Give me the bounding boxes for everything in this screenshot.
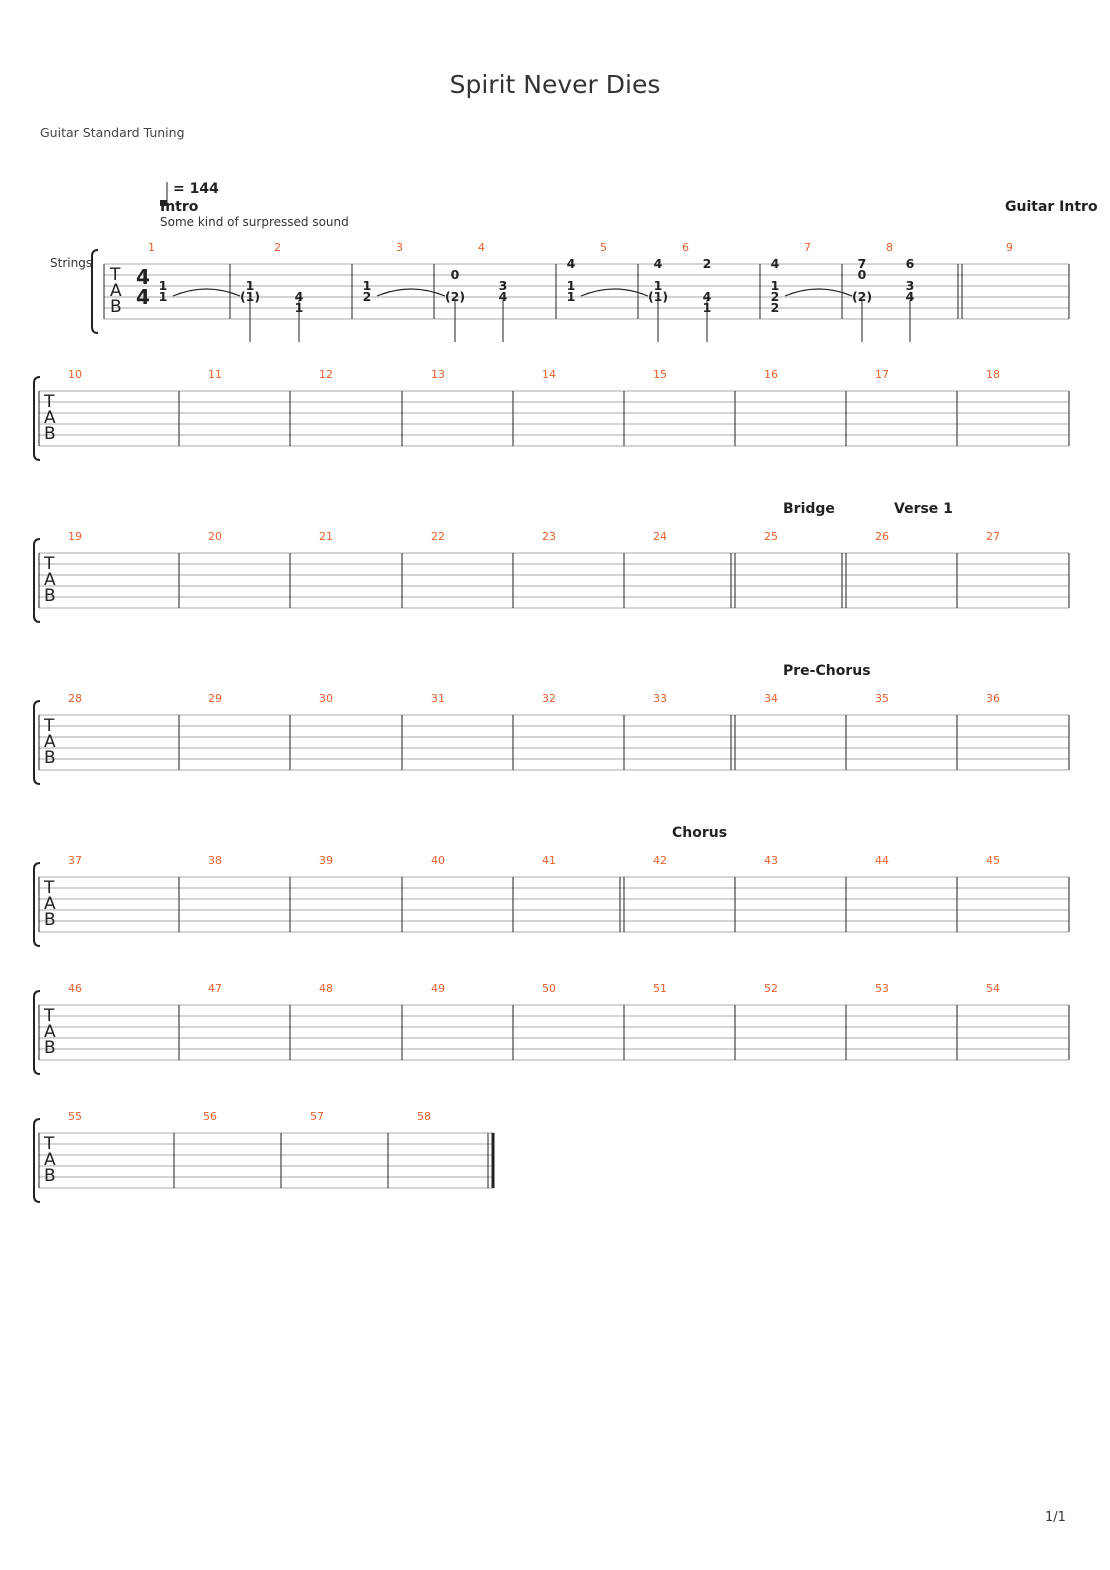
measure-number: 11 — [208, 368, 222, 381]
measure-number: 52 — [764, 982, 778, 995]
measure-number: 30 — [319, 692, 333, 705]
fret-number: 4 — [905, 289, 915, 304]
tab-clef-letter: B — [44, 424, 56, 444]
fret-number: 4 — [566, 256, 576, 271]
measure-number: 20 — [208, 530, 222, 543]
measure-number: 58 — [417, 1110, 431, 1123]
measure-number: 56 — [203, 1110, 217, 1123]
measure-number: 15 — [653, 368, 667, 381]
measure-number: 31 — [431, 692, 445, 705]
fret-number: 3 — [498, 278, 508, 293]
tempo-text: = 144 — [173, 181, 219, 197]
measure-number: 50 — [542, 982, 556, 995]
tab-clef-letter: A — [44, 1150, 56, 1170]
measure-number: 48 — [319, 982, 333, 995]
tab-clef-letter: A — [110, 281, 122, 301]
tab-clef-letter: A — [44, 894, 56, 914]
fret-number: 1 — [770, 278, 780, 293]
fret-number: 7 — [857, 256, 867, 271]
measure-number: 42 — [653, 854, 667, 867]
tab-clef-letter: B — [44, 910, 56, 930]
measure-number: 36 — [986, 692, 1000, 705]
fret-number: 2 — [770, 300, 780, 315]
time-signature-digit: 4 — [136, 265, 150, 289]
fret-number: 1 — [294, 300, 304, 315]
measure-number: 44 — [875, 854, 889, 867]
measure-number: 24 — [653, 530, 667, 543]
measure-number: 7 — [804, 241, 811, 254]
tab-system — [34, 1110, 494, 1202]
fret-number: 1 — [158, 289, 168, 304]
tab-clef-letter: T — [44, 716, 55, 736]
fret-number: (1) — [647, 289, 669, 304]
measure-number: 17 — [875, 368, 889, 381]
tab-system — [34, 530, 1069, 622]
measure-number: 49 — [431, 982, 445, 995]
tab-clef-letter: T — [44, 878, 55, 898]
measure-number: 1 — [148, 241, 155, 254]
measure-number: 18 — [986, 368, 1000, 381]
fret-number: 3 — [905, 278, 915, 293]
fret-number: (2) — [851, 289, 873, 304]
measure-number: 13 — [431, 368, 445, 381]
measure-number: 37 — [68, 854, 82, 867]
measure-number: 51 — [653, 982, 667, 995]
measure-number: 35 — [875, 692, 889, 705]
measure-number: 6 — [682, 241, 689, 254]
tab-system — [34, 854, 1069, 946]
measure-number: 9 — [1006, 241, 1013, 254]
tab-clef-letter: A — [44, 570, 56, 590]
tab-clef-letter: A — [44, 408, 56, 428]
fret-number: 2 — [702, 256, 712, 271]
fret-number: 1 — [566, 289, 576, 304]
measure-number: 32 — [542, 692, 556, 705]
fret-number: 0 — [857, 267, 867, 282]
tab-system — [34, 692, 1069, 784]
tie-arc — [377, 289, 445, 296]
track-name: Strings — [50, 256, 93, 270]
tab-clef-letter: B — [44, 748, 56, 768]
tab-system — [34, 982, 1069, 1074]
measure-number: 57 — [310, 1110, 324, 1123]
measure-number: 29 — [208, 692, 222, 705]
intro-note: Some kind of surpressed sound — [160, 215, 349, 229]
tuning-label: Guitar Standard Tuning — [40, 125, 185, 140]
tab-clef-letter: A — [44, 1022, 56, 1042]
fret-number: 2 — [362, 289, 372, 304]
tab-clef-letter: B — [44, 1038, 56, 1058]
measure-number: 40 — [431, 854, 445, 867]
song-title: Spirit Never Dies — [449, 70, 661, 99]
system-bracket — [92, 250, 98, 333]
section-bridge: Bridge — [783, 501, 835, 517]
measure-number: 10 — [68, 368, 82, 381]
fret-number: 1 — [158, 278, 168, 293]
tab-clef-letter: T — [44, 554, 55, 574]
measure-number: 34 — [764, 692, 778, 705]
measure-number: 46 — [68, 982, 82, 995]
measure-number: 12 — [319, 368, 333, 381]
measure-number: 2 — [274, 241, 281, 254]
measure-number: 43 — [764, 854, 778, 867]
measure-number: 33 — [653, 692, 667, 705]
page-number: 1/1 — [1045, 1510, 1066, 1525]
measure-number: 16 — [764, 368, 778, 381]
section-verse1: Verse 1 — [894, 501, 953, 517]
measure-number: 14 — [542, 368, 556, 381]
measure-number: 26 — [875, 530, 889, 543]
measure-number: 41 — [542, 854, 556, 867]
measure-number: 27 — [986, 530, 1000, 543]
time-signature-digit: 4 — [136, 285, 150, 309]
measure-number: 53 — [875, 982, 889, 995]
fret-number: 2 — [770, 289, 780, 304]
fret-number: 0 — [450, 267, 460, 282]
section-pre-chorus: Pre-Chorus — [783, 663, 871, 679]
measure-number: 45 — [986, 854, 1000, 867]
tab-clef-letter: B — [110, 297, 122, 317]
section-guitar-intro: Guitar Intro — [1005, 199, 1098, 215]
tab-clef-letter: B — [44, 1166, 56, 1186]
measure-number: 8 — [886, 241, 893, 254]
tab-clef-letter: T — [44, 1006, 55, 1026]
fret-number: 1 — [702, 300, 712, 315]
measure-number: 54 — [986, 982, 1000, 995]
measure-number: 22 — [431, 530, 445, 543]
fret-number: 6 — [905, 256, 915, 271]
fret-number: 4 — [770, 256, 780, 271]
fret-number: 1 — [245, 278, 255, 293]
measure-number: 28 — [68, 692, 82, 705]
measure-number: 55 — [68, 1110, 82, 1123]
tab-clef-letter: B — [44, 586, 56, 606]
measure-number: 25 — [764, 530, 778, 543]
measure-number: 4 — [478, 241, 485, 254]
tab-clef-letter: T — [44, 1134, 55, 1154]
tab-clef-letter: T — [44, 392, 55, 412]
section-intro: Intro — [160, 199, 199, 215]
fret-number: 1 — [362, 278, 372, 293]
fret-number: (2) — [444, 289, 466, 304]
measure-number: 19 — [68, 530, 82, 543]
tab-system — [92, 241, 1069, 333]
section-chorus: Chorus — [672, 825, 728, 841]
tab-clef-letter: A — [44, 732, 56, 752]
fret-number: 4 — [498, 289, 508, 304]
fret-number: 4 — [653, 256, 663, 271]
measure-number: 3 — [396, 241, 403, 254]
fret-number: 1 — [566, 278, 576, 293]
measure-number: 23 — [542, 530, 556, 543]
measure-number: 39 — [319, 854, 333, 867]
measure-number: 38 — [208, 854, 222, 867]
tab-system — [34, 368, 1069, 460]
measure-number: 47 — [208, 982, 222, 995]
measure-number: 5 — [600, 241, 607, 254]
measure-number: 21 — [319, 530, 333, 543]
fret-number: (1) — [239, 289, 261, 304]
fret-number: 4 — [294, 289, 304, 304]
tab-clef-letter: T — [110, 265, 121, 285]
fret-number: 1 — [653, 278, 663, 293]
fret-number: 4 — [702, 289, 712, 304]
